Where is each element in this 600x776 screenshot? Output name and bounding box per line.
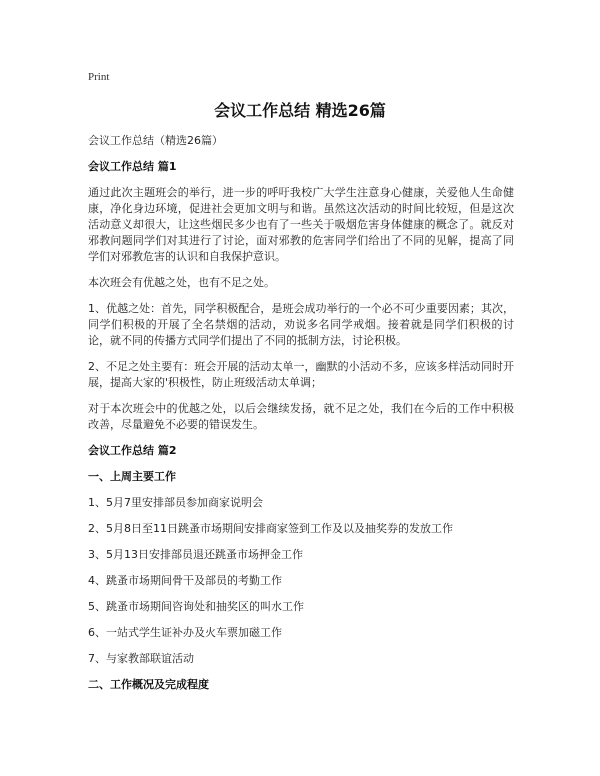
sub-heading: 一、上周主要工作 xyxy=(88,470,176,483)
print-link[interactable]: Print xyxy=(88,71,110,83)
document-body xyxy=(88,133,514,703)
list-item: 2、5月8日至11日跳蚤市场期间安排商家签到工作及以及抽奖券的发放工作 xyxy=(88,522,453,535)
paragraph: 通过此次主题班会的举行，进一步的呼吁我校广大学生注意身心健康，关爱他人生命健康，净化身边环境，促进社会更加文明与和谐。虽然这次活动的时间比较短，但是这次活动意义却很大，让这些烟民多少也有了一些关于吸烟危害身体健康的概念了。就反对邪教问题同学们对其进行了讨论，面对邪教的危害同学们给出了不同的见解，提高了同学们对邪教危害的认识和自我保护意识。 xyxy=(88,186,514,263)
sub-heading: 二、工作概况及完成程度 xyxy=(88,678,209,691)
list-item: 3、5月13日安排部员退还跳蚤市场押金工作 xyxy=(88,548,303,561)
page-title: 会议工作总结 精选26篇 xyxy=(214,101,386,120)
list-item: 6、一站式学生证补办及火车票加磁工作 xyxy=(88,626,282,639)
paragraph: 2、不足之处主要有：班会开展的活动太单一，幽默的小活动不多，应该多样活动同时开展，提高大家的'积极性，防止班级活动太单调； xyxy=(88,360,514,389)
section-heading-1: 会议工作总结 篇1 xyxy=(88,160,177,173)
list-item: 7、与家教部联谊活动 xyxy=(88,652,194,665)
paragraph: 对于本次班会中的优越之处，以后会继续发扬，就不足之处，我们在今后的工作中积极改善，尽量避免不必要的错误发生。 xyxy=(88,402,514,431)
list-item: 1、5月7里安排部员参加商家说明会 xyxy=(88,496,263,509)
paragraph: 1、优越之处：首先，同学积极配合，是班会成功举行的一个必不可少重要因素；其次，同学们积极的开展了全名禁烟的活动，劝说多名同学戒烟。接着就是同学们积极的讨论，就不同的传播方式同学们提出了不同的抵制方法，讨论积极。 xyxy=(88,302,514,347)
paragraph: 本次班会有优越之处，也有不足之处。 xyxy=(88,276,275,289)
document-subtitle: 会议工作总结（精选26篇） xyxy=(88,134,223,147)
list-item: 4、跳蚤市场期间骨干及部员的考勤工作 xyxy=(88,574,282,587)
list-item: 5、跳蚤市场期间咨询处和抽奖区的叫水工作 xyxy=(88,600,304,613)
section-heading-2: 会议工作总结 篇2 xyxy=(88,444,177,457)
